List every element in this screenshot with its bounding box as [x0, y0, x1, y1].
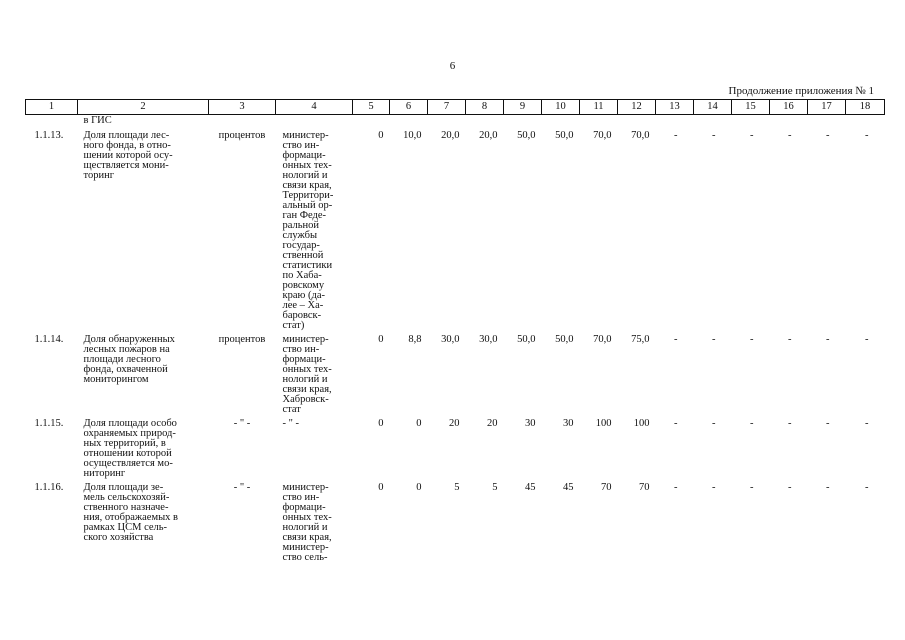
indicator-value: 70,0 [631, 130, 650, 141]
indicator-value: - [865, 334, 869, 345]
carryover-row [26, 115, 885, 128]
indicator-value: 70 [601, 482, 612, 493]
indicator-unit: - " - [233, 418, 251, 429]
indicator-value: 5 [492, 482, 498, 493]
indicator-value: - [674, 334, 678, 345]
indicator-code: 1.1.15. [34, 418, 64, 429]
indicator-value: - [788, 130, 792, 141]
indicator-value: 50,0 [555, 130, 574, 141]
column-header-16: 16 [770, 100, 808, 115]
indicator-value: - [674, 418, 678, 429]
continuation-label: Продолжение приложения № 1 [728, 85, 874, 97]
indicator-value: 30,0 [441, 334, 460, 345]
indicator-value: 0 [378, 334, 384, 345]
indicator-unit: процентов [218, 334, 266, 345]
indicator-value: 70 [639, 482, 650, 493]
column-header-6: 6 [390, 100, 428, 115]
page-number: 6 [449, 60, 456, 72]
indicator-code: 1.1.14. [34, 334, 64, 345]
column-header-10: 10 [542, 100, 580, 115]
indicator-name: Доля площади особо охраняемых природ- ных территорий, в отношении которой осуществляется мо- ниторинг [83, 418, 177, 479]
indicator-value: 0 [378, 130, 384, 141]
indicator-value: 20,0 [441, 130, 460, 141]
indicator-value: - [712, 334, 716, 345]
indicator-value: - [712, 418, 716, 429]
indicator-value: - [865, 418, 869, 429]
indicator-source: - " - [282, 418, 300, 429]
indicator-value: - [865, 482, 869, 493]
column-header-4: 4 [276, 100, 353, 115]
column-header-2: 2 [78, 100, 209, 115]
indicator-value: 75,0 [631, 334, 650, 345]
column-header-5: 5 [353, 100, 390, 115]
indicator-value: 45 [563, 482, 574, 493]
indicator-source: министер- ство ин- формаци- онных тех- нологий и связи края, Хабровск- стат [282, 334, 332, 415]
indicator-value: 50,0 [517, 334, 536, 345]
indicator-value: 20 [449, 418, 460, 429]
indicator-value: 0 [378, 418, 384, 429]
indicator-value: - [826, 482, 830, 493]
indicator-value: 50,0 [517, 130, 536, 141]
indicator-value: 5 [454, 482, 460, 493]
indicator-value: 70,0 [593, 334, 612, 345]
indicator-unit: - " - [233, 482, 251, 493]
column-header-3: 3 [209, 100, 276, 115]
indicator-value: 45 [525, 482, 536, 493]
indicator-value: 0 [416, 482, 422, 493]
carryover-text: в ГИС [83, 115, 112, 126]
indicator-value: 0 [416, 418, 422, 429]
indicator-name: Доля обнаруженных лесных пожаров на площади лесного фонда, охваченной мониторингом [83, 334, 175, 385]
table-row [26, 479, 885, 563]
indicator-value: - [712, 130, 716, 141]
table-row [26, 415, 885, 479]
indicator-value: - [826, 334, 830, 345]
column-header-13: 13 [656, 100, 694, 115]
indicator-value: - [712, 482, 716, 493]
indicator-value: - [865, 130, 869, 141]
indicator-value: - [826, 418, 830, 429]
indicator-source: министер- ство ин- формаци- онных тех- нологий и связи края, Территори- альный ор- ган Феде- ральной службы государ- ственной статистики по Хаба- ровскому краю (да- лее – Ха- баровск- стат) [282, 130, 334, 331]
indicator-value: 70,0 [593, 130, 612, 141]
column-header-15: 15 [732, 100, 770, 115]
indicator-value: 30 [563, 418, 574, 429]
indicator-value: 30,0 [479, 334, 498, 345]
indicator-value: - [788, 418, 792, 429]
indicator-value: - [826, 130, 830, 141]
indicator-value: - [788, 334, 792, 345]
indicator-name: Доля площади зе- мель сельскохозяй- ственного назначе- ния, отображаемых в рамках ЦСМ сель- ского хозяйства [83, 482, 178, 543]
indicator-code: 1.1.13. [34, 130, 64, 141]
indicator-value: - [750, 334, 754, 345]
indicator-value: 30 [525, 418, 536, 429]
indicator-code: 1.1.16. [34, 482, 64, 493]
indicator-value: 10,0 [403, 130, 422, 141]
table-header-row [26, 100, 885, 115]
indicator-value: - [788, 482, 792, 493]
indicators-table [25, 99, 885, 563]
indicator-value: - [674, 482, 678, 493]
indicator-value: 20 [487, 418, 498, 429]
indicator-value: 20,0 [479, 130, 498, 141]
column-header-11: 11 [580, 100, 618, 115]
table-row [26, 331, 885, 415]
indicator-value: - [750, 418, 754, 429]
indicator-name: Доля площади лес- ного фонда, в отно- шении которой осу- ществляется мони- торинг [83, 130, 173, 181]
column-header-18: 18 [846, 100, 885, 115]
column-header-17: 17 [808, 100, 846, 115]
indicator-value: 100 [595, 418, 612, 429]
table-row [26, 127, 885, 331]
column-header-1: 1 [26, 100, 78, 115]
column-header-7: 7 [428, 100, 466, 115]
table-body [26, 115, 885, 564]
indicator-value: - [750, 130, 754, 141]
indicator-unit: процентов [218, 130, 266, 141]
indicator-source: министер- ство ин- формаци- онных тех- нологий и связи края, министер- ство сель- [282, 482, 332, 563]
column-header-9: 9 [504, 100, 542, 115]
column-header-12: 12 [618, 100, 656, 115]
indicator-value: - [674, 130, 678, 141]
column-header-14: 14 [694, 100, 732, 115]
indicator-value: 100 [633, 418, 650, 429]
indicator-value: 8,8 [408, 334, 422, 345]
indicator-value: 50,0 [555, 334, 574, 345]
column-header-8: 8 [466, 100, 504, 115]
indicator-value: - [750, 482, 754, 493]
indicator-value: 0 [378, 482, 384, 493]
